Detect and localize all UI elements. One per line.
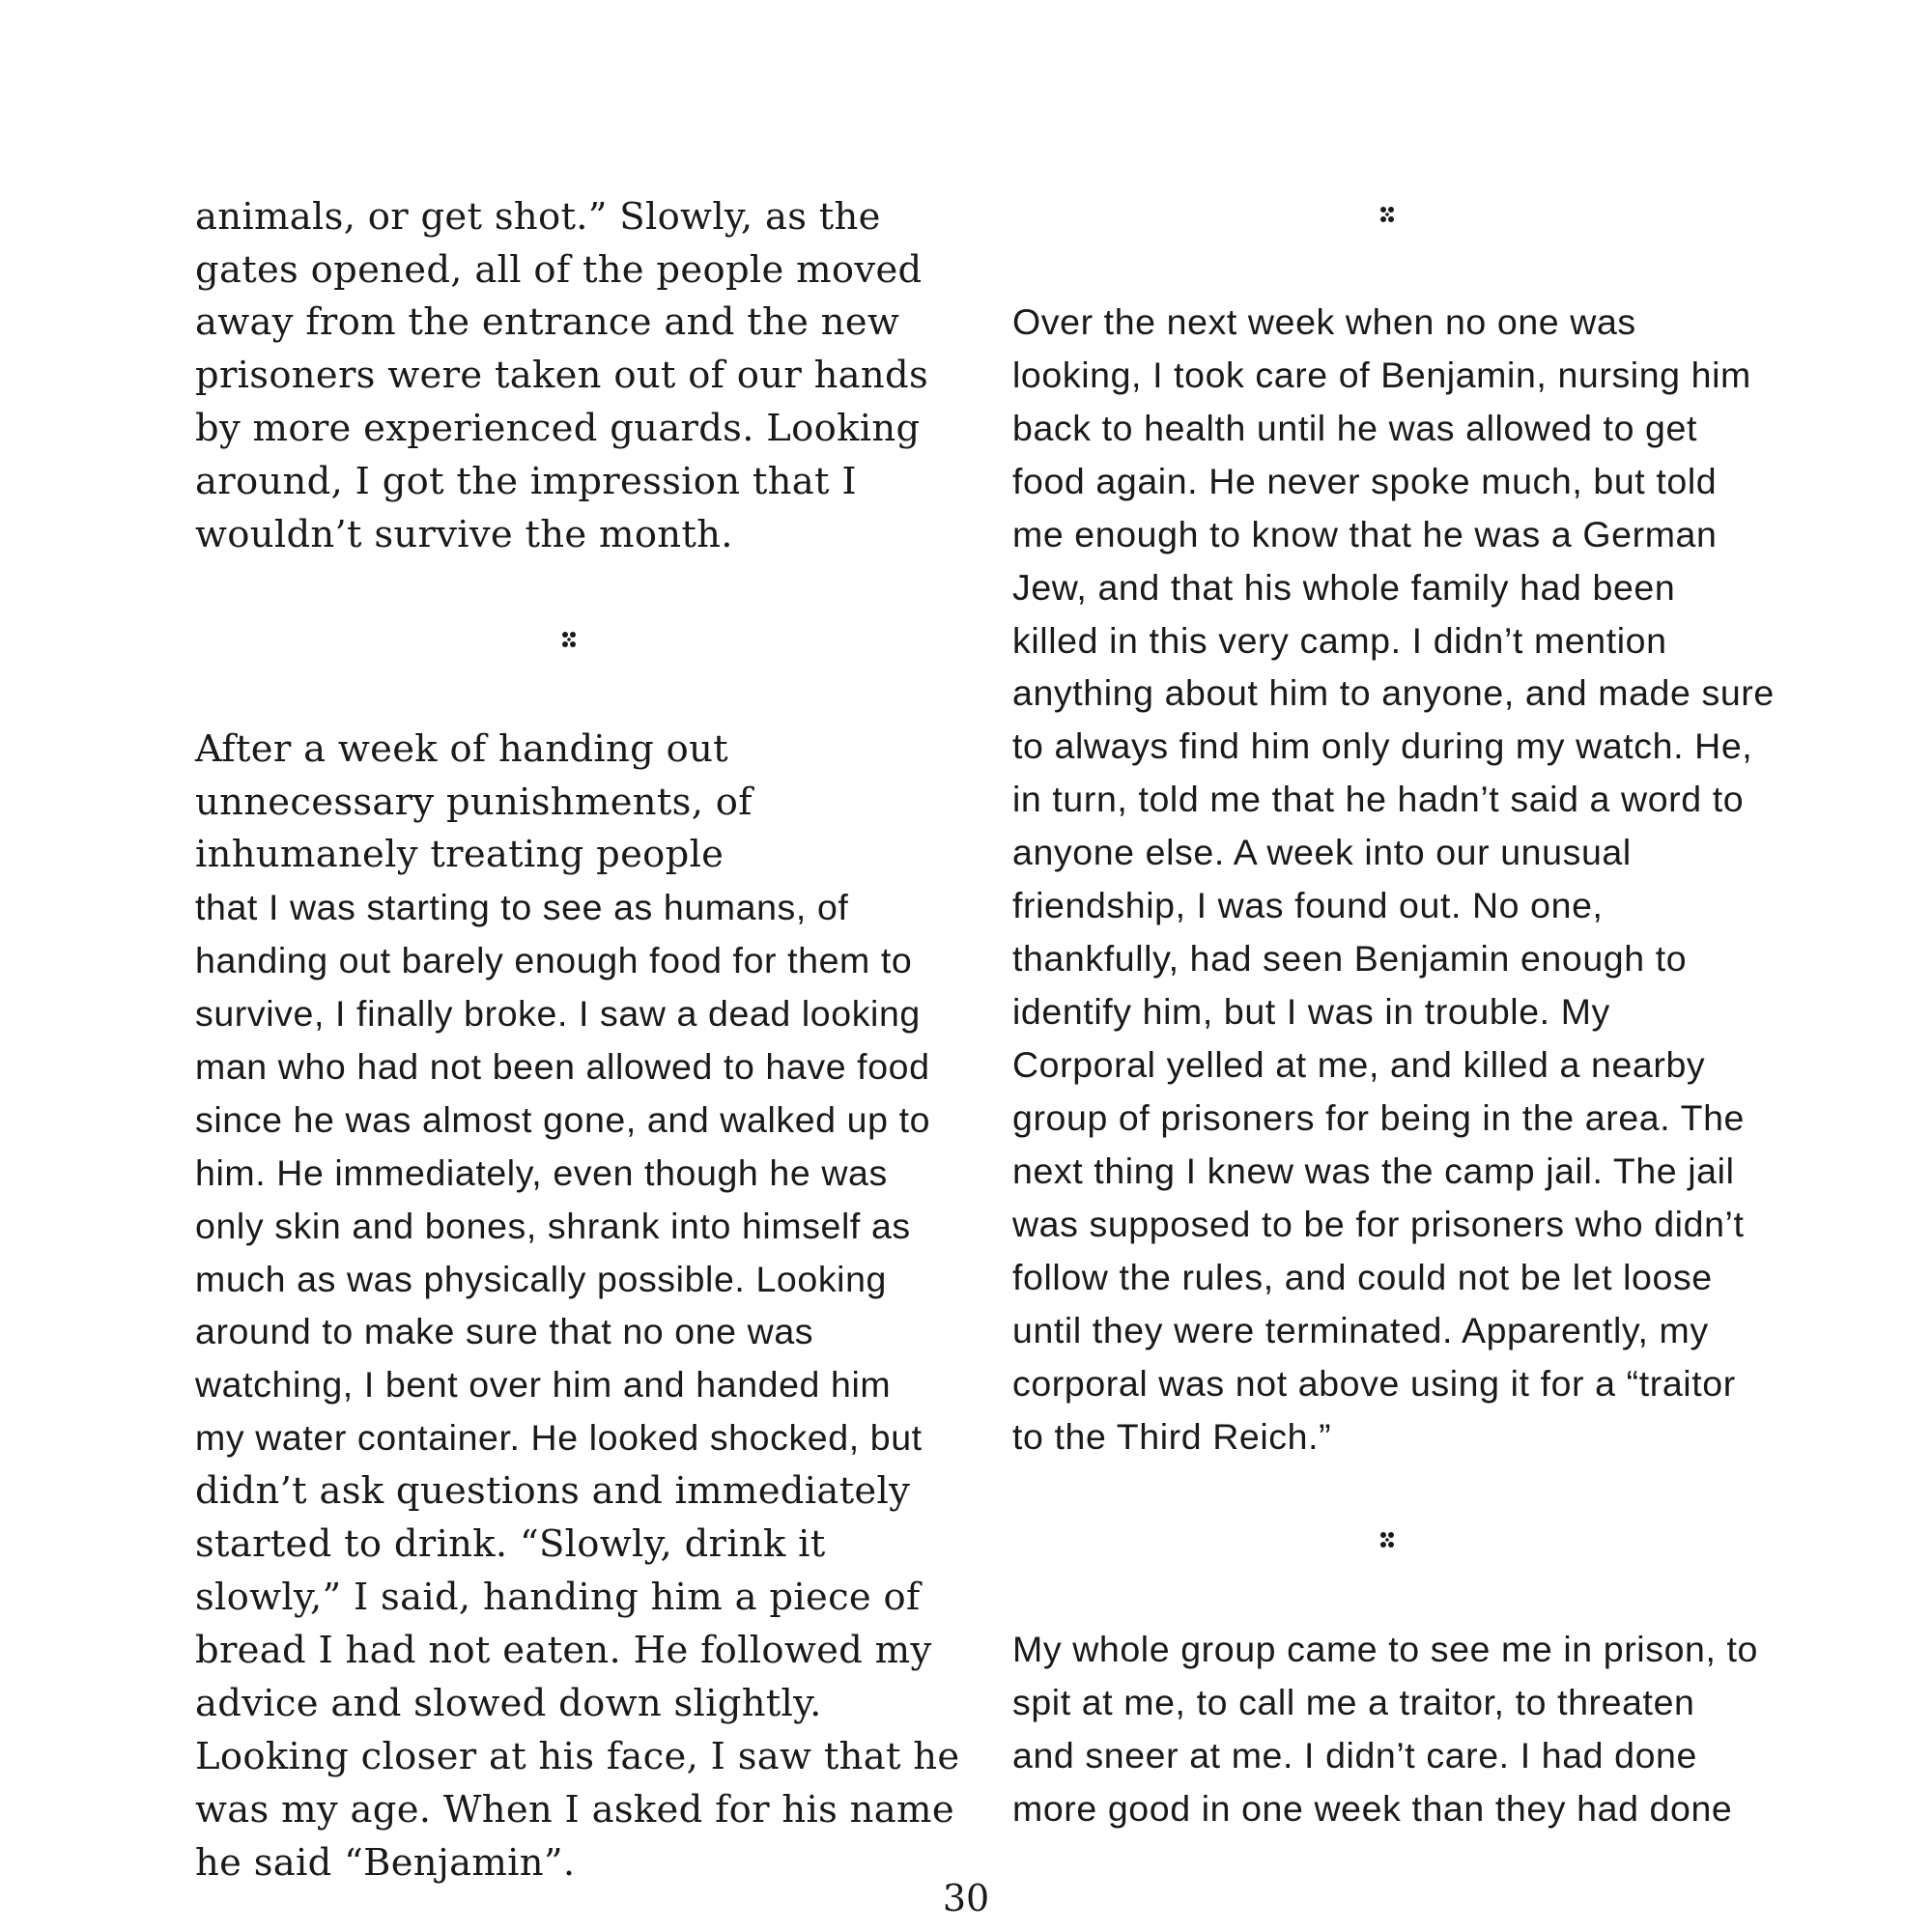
page-number: 30 (942, 1877, 990, 1919)
left-para2-line: that I was starting to see as humans, of (195, 887, 849, 927)
right-para2-line: more good in one week than they had done (1012, 1788, 1733, 1829)
right-para1-line: looking, I took care of Benjamin, nursing him (1012, 355, 1751, 395)
right-para2-line: My whole group came to see me in prison, to (1012, 1629, 1758, 1669)
right-para1-line: me enough to know that he was a German (1012, 514, 1718, 554)
right-para1-line: in turn, told me that he hadn’t said a word to (1012, 779, 1745, 819)
right-para1-line: Jew, and that his whole family had been (1012, 567, 1676, 608)
left-para2-line: inhumanely treating people (195, 833, 724, 876)
right-para1-line: anyone else. A week into our unusual (1012, 832, 1632, 872)
right-para1-line: until they were terminated. Apparently, my (1012, 1310, 1709, 1350)
right-para2-line: and sneer at me. I didn’t care. I had done (1012, 1735, 1697, 1776)
right-para1-line: thankfully, had seen Benjamin enough to (1012, 938, 1688, 979)
right-para1-line: friendship, I was found out. No one, (1012, 885, 1604, 925)
right-para1-line: back to health until he was allowed to get (1012, 408, 1697, 448)
left-para1-line: animals, or get shot.” Slowly, as the (195, 195, 881, 239)
left-para2-line: started to drink. “Slowly, drink it (195, 1522, 826, 1566)
left-para2-line: bread I had not eaten. He followed my (195, 1629, 932, 1672)
right-para1-line: food again. He never spoke much, but told (1012, 461, 1718, 501)
left-para2-line: survive, I finally broke. I saw a dead looking (195, 993, 921, 1034)
left-para2-line: only skin and bones, shrank into himself as (195, 1206, 911, 1246)
section-break-icon (1376, 1528, 1399, 1551)
left-para2-line: slowly,” I said, handing him a piece of (195, 1576, 921, 1619)
left-para2-line: After a week of handing out (195, 727, 728, 771)
right-para1-line: to the Third Reich.” (1012, 1416, 1332, 1457)
left-para2-line: Looking closer at his face, I saw that he (195, 1735, 960, 1778)
left-para1-line: prisoners were taken out of our hands (195, 354, 929, 397)
left-para2-line: was my age. When I asked for his name (195, 1788, 954, 1832)
left-para2-line: since he was almost gone, and walked up to (195, 1099, 931, 1140)
section-break-icon (1376, 203, 1399, 226)
left-para2-line: handing out barely enough food for them to (195, 940, 913, 980)
right-para1-line: Over the next week when no one was (1012, 301, 1636, 342)
right-para1-line: group of prisoners for being in the area. The (1012, 1097, 1746, 1138)
right-para1-line: corporal was not above using it for a “traitor (1012, 1363, 1736, 1404)
left-para2-line: he said “Benjamin”. (195, 1841, 576, 1885)
right-para1-line: was supposed to be for prisoners who didn’t (1012, 1204, 1745, 1244)
left-para1-line: wouldn’t survive the month. (195, 513, 733, 556)
left-para2-line: much as was physically possible. Looking (195, 1259, 888, 1299)
right-para1-line: killed in this very camp. I didn’t mention (1012, 620, 1667, 661)
right-para1-line: follow the rules, and could not be let loose (1012, 1257, 1713, 1297)
section-break-icon (557, 628, 581, 651)
right-para2-line: spit at me, to call me a traitor, to threaten (1012, 1682, 1695, 1722)
left-para1-line: away from the entrance and the new (195, 300, 900, 344)
right-para1-line: anything about him to anyone, and made sure (1012, 672, 1775, 713)
left-para1-line: by more experienced guards. Looking (195, 407, 921, 450)
left-para2-line: man who had not been allowed to have food (195, 1046, 930, 1087)
left-para2-line: advice and slowed down slightly. (195, 1682, 822, 1725)
left-para2-line: watching, I bent over him and handed him (195, 1364, 892, 1405)
right-para1-line: next thing I knew was the camp jail. The jail (1012, 1151, 1735, 1191)
left-para2-line: around to make sure that no one was (195, 1311, 814, 1351)
right-para1-line: identify him, but I was in trouble. My (1012, 991, 1610, 1032)
left-para1-line: gates opened, all of the people moved (195, 248, 923, 292)
right-para1-line: Corporal yelled at me, and killed a nearby (1012, 1044, 1706, 1085)
right-para1-line: to always find him only during my watch. He, (1012, 725, 1753, 766)
left-para2-line: my water container. He looked shocked, but (195, 1417, 923, 1458)
left-para2-line: him. He immediately, even though he was (195, 1152, 888, 1193)
left-para1-line: around, I got the impression that I (195, 460, 857, 503)
left-para2-line: didn’t ask questions and immediately (195, 1469, 911, 1513)
left-para2-line: unnecessary punishments, of (195, 781, 753, 824)
